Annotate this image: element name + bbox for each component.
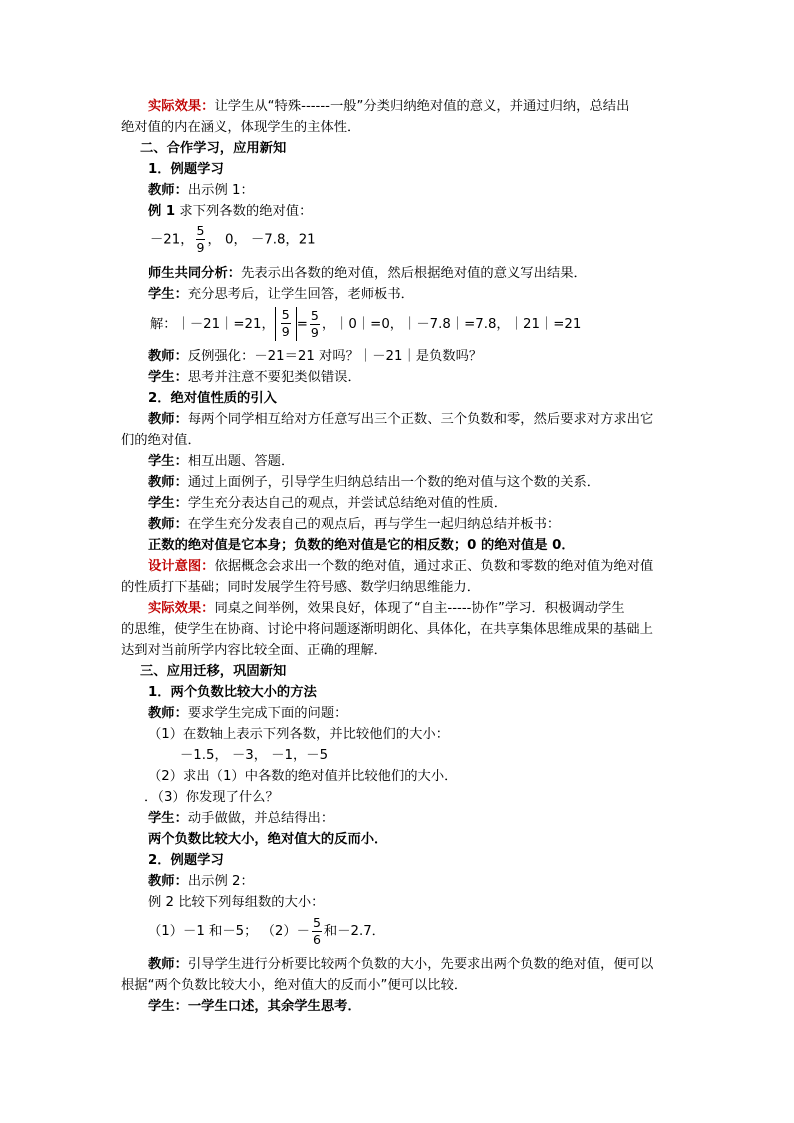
effect-text-cont: 达到对当前所学内容比较全面、正确的理解． <box>121 643 387 658</box>
effect-paragraph-2 <box>148 599 625 619</box>
example-1-line <box>148 202 312 222</box>
student-label: 学生： <box>148 496 188 511</box>
teacher-line-4 <box>148 473 600 493</box>
teacher-text: 在学生充分发表自己的观点后，再与学生一起归纳总结并板书： <box>187 517 561 532</box>
example-2-part-1: （1）－1 和－5； （2）－ <box>148 924 310 939</box>
example-1-label: 例 1 <box>148 204 176 219</box>
teacher-text-cont: 根据“两个负数比较大小，绝对值大的反而小”便可以比较． <box>121 978 468 993</box>
section-3-heading: 三、应用迁移，巩固新知 <box>140 664 287 679</box>
fraction-denominator: 6 <box>312 931 321 947</box>
fraction-numerator: 5 <box>196 223 205 238</box>
example-1-text: 求下列各数的绝对值： <box>175 204 313 219</box>
design-intent-label: 设计意图： <box>148 559 215 574</box>
teacher-line-3 <box>148 410 653 430</box>
student-line-5 <box>148 809 334 829</box>
effect-text-cont: 绝对值的内在涵义，体现学生的主体性． <box>121 120 361 135</box>
effect-text-cont: 的思维，使学生在协商、讨论中将问题逐渐明朗化、具体化，在共享集体思维成果的基础上 <box>121 622 653 637</box>
equals-sign: = <box>296 317 308 332</box>
teacher-text: 反例强化：－21＝21 对吗？｜－21｜是负数吗？ <box>187 349 483 364</box>
example-1-numbers <box>150 224 316 257</box>
example-2-part-2: 和－2.7． <box>323 924 385 939</box>
design-intent-cont: 的性质打下基础；同时发展学生符号感、数学归纳思维能力． <box>121 580 481 595</box>
teacher-text: 通过上面例子，引导学生归纳总结出一个数的绝对值与这个数的关系． <box>187 475 601 490</box>
student-text: 学生充分表达自己的观点，并尝试总结绝对值的性质． <box>187 496 508 511</box>
fraction <box>281 308 291 339</box>
student-text: 思考并注意不要犯类似错误． <box>187 370 361 385</box>
teacher-text: 出示例 1： <box>187 183 254 198</box>
teacher-line-7 <box>148 872 254 892</box>
teacher-line-6 <box>148 704 347 724</box>
teacher-text: 出示例 2： <box>187 874 254 889</box>
effect-label: 实际效果： <box>148 601 215 616</box>
teacher-line-1 <box>148 181 254 201</box>
teacher-text: 要求学生完成下面的问题： <box>187 706 348 721</box>
section-2-sub-1: 1．例题学习 <box>148 162 224 177</box>
teacher-line-2 <box>148 347 482 367</box>
fraction-numerator: 5 <box>281 306 290 322</box>
teacher-label: 教师： <box>148 517 188 532</box>
fraction-denominator: 9 <box>310 324 319 340</box>
student-label: 学生： <box>148 811 188 826</box>
effect-label: 实际效果： <box>148 99 215 114</box>
section-2-heading: 二、合作学习，应用新知 <box>140 141 287 156</box>
student-text: 相互出题、答题． <box>187 454 295 469</box>
student-line-1 <box>148 285 414 305</box>
student-line-6 <box>148 997 361 1017</box>
fraction-numerator: 5 <box>310 307 319 323</box>
student-label: 学生： <box>148 999 188 1014</box>
example-2-line: 例 2 比较下列每组数的大小： <box>148 895 325 910</box>
absolute-value-rule: 正数的绝对值是它本身；负数的绝对值是它的相反数；0 的绝对值是 0． <box>148 538 575 553</box>
teacher-text: 每两个同学相互给对方任意写出三个正数、三个负数和零，然后要求对方求出它 <box>187 412 654 427</box>
student-text: 充分思考后，让学生回答，老师板书． <box>187 287 414 302</box>
solution-rest: ，｜0｜=0，｜－7.8｜=7.8，｜21｜=21 <box>321 317 582 332</box>
teacher-label: 教师： <box>148 475 188 490</box>
student-text: 动手做做，并总结得出： <box>187 811 335 826</box>
effect-text: 让学生从“特殊------一般”分类归纳绝对值的意义，并通过归纳，总结出 <box>214 99 630 114</box>
design-intent-line <box>148 557 653 577</box>
question-1-numbers: －1.5， －3， －1，－5 <box>180 748 329 763</box>
section-2-sub-2: 2．绝对值性质的引入 <box>148 391 277 406</box>
student-label: 学生： <box>148 287 188 302</box>
teacher-label: 教师： <box>148 183 188 198</box>
fraction <box>312 916 322 947</box>
section-3-sub-1: 1．两个负数比较大小的方法 <box>148 685 317 700</box>
teacher-text-cont: 们的绝对值． <box>121 433 201 448</box>
section-3-sub-2: 2．例题学习 <box>148 853 224 868</box>
teacher-label: 教师： <box>148 957 188 972</box>
negative-comparison-rule: 两个负数比较大小，绝对值大的反而小． <box>148 832 388 847</box>
design-intent-text: 依据概念会求出一个数的绝对值，通过求正、负数和零数的绝对值为绝对值 <box>214 559 654 574</box>
teacher-label: 教师： <box>148 874 188 889</box>
fraction <box>310 309 320 340</box>
absolute-value <box>275 307 297 341</box>
student-line-2 <box>148 368 361 388</box>
question-3: ．（3）你发现了什么？ <box>144 790 279 805</box>
student-line-3 <box>148 452 294 472</box>
example-1-values-rest: ， 0， －7.8，21 <box>207 232 316 248</box>
example-1-value: －21， <box>150 232 194 248</box>
student-line-4 <box>148 494 507 514</box>
effect-paragraph <box>148 97 629 117</box>
question-2: （2）求出（1）中各数的绝对值并比较他们的大小． <box>148 769 458 784</box>
joint-analysis-line <box>148 264 587 284</box>
fraction-denominator: 9 <box>196 240 205 255</box>
teacher-label: 教师： <box>148 412 188 427</box>
teacher-line-8 <box>148 955 653 975</box>
fraction-denominator: 9 <box>281 323 290 339</box>
joint-analysis-text: 先表示出各数的绝对值，然后根据绝对值的意义写出结果． <box>241 266 587 281</box>
solution-prefix: 解：｜－21｜=21， <box>150 317 275 332</box>
teacher-label: 教师： <box>148 349 188 364</box>
fraction-numerator: 5 <box>312 914 321 930</box>
fraction <box>196 224 206 255</box>
teacher-text: 引导学生进行分析要比较两个负数的大小，先要求出两个负数的绝对值，便可以 <box>187 957 654 972</box>
example-2-items <box>148 915 385 949</box>
teacher-line-5 <box>148 515 560 535</box>
question-1: （1）在数轴上表示下列各数，并比较他们的大小： <box>148 727 449 742</box>
teacher-label: 教师： <box>148 706 188 721</box>
student-label: 学生： <box>148 370 188 385</box>
solution-line <box>150 307 581 342</box>
effect-text: 同桌之间举例，效果良好，体现了“自主-----协作”学习．积极调动学生 <box>214 601 625 616</box>
joint-analysis-label: 师生共同分析： <box>148 266 242 281</box>
student-label: 学生： <box>148 454 188 469</box>
student-text: 一学生口述，其余学生思考． <box>187 999 361 1014</box>
